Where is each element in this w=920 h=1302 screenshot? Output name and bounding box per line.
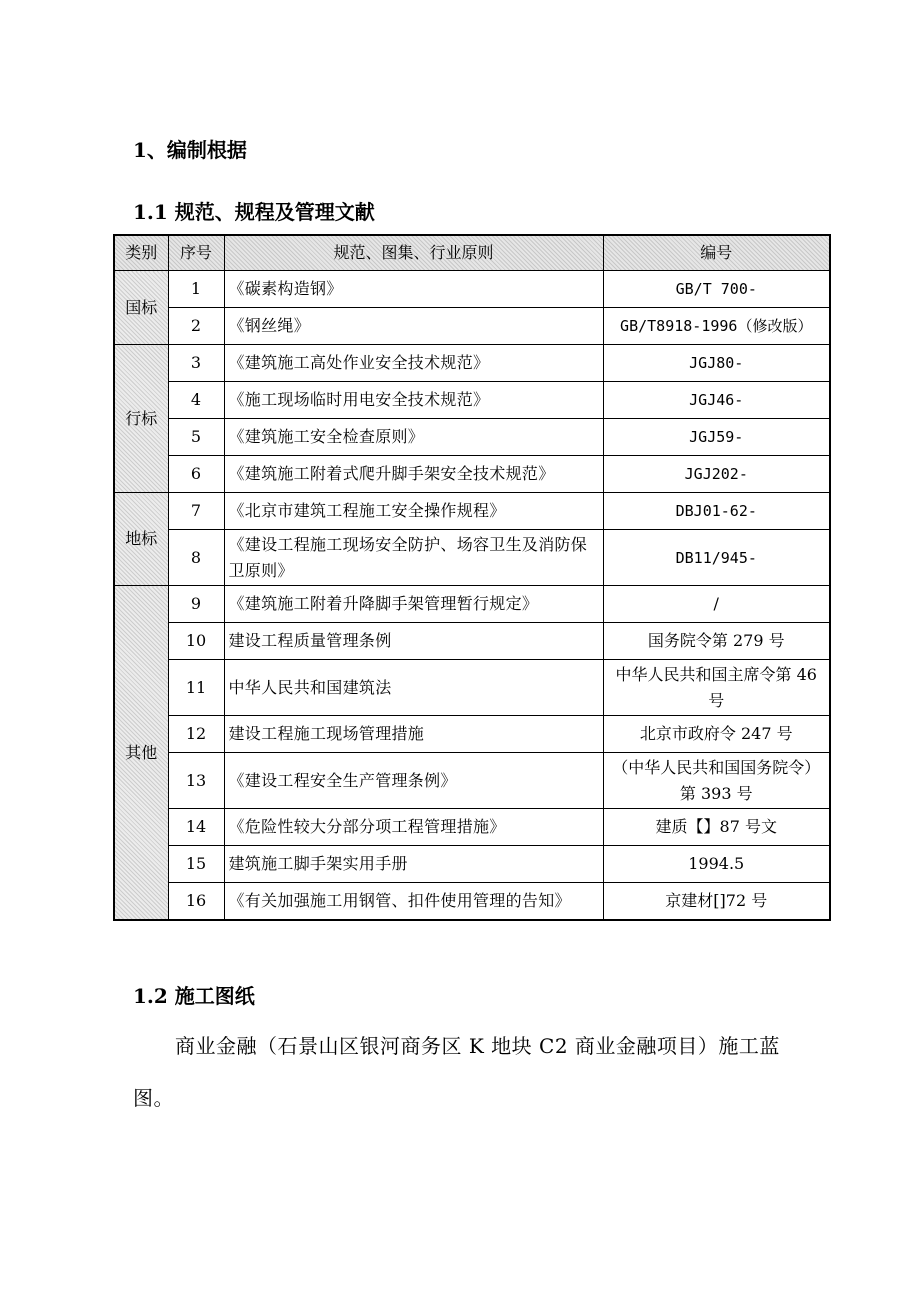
standard-code: （中华人民共和国国务院令）第 393 号 [603,753,830,809]
table-row [114,271,830,308]
standard-code: DBJ01-62- [603,493,830,530]
row-number: 4 [168,382,224,419]
standard-name: 《有关加强施工用钢管、扣件使用管理的告知》 [224,883,603,921]
table-row [114,660,830,716]
col-header-category: 类别 [114,235,168,271]
row-number: 11 [168,660,224,716]
standard-name: 建筑施工脚手架实用手册 [224,846,603,883]
standard-name: 《建筑施工安全检查原则》 [224,419,603,456]
table-row [114,716,830,753]
table-row [114,530,830,586]
row-number: 12 [168,716,224,753]
heading-construction-drawings: 1.2 施工图纸 [133,984,255,1008]
standard-name: 《建设工程安全生产管理条例》 [224,753,603,809]
standards-table [113,234,831,921]
row-number: 7 [168,493,224,530]
standard-name: 建设工程施工现场管理措施 [224,716,603,753]
col-header-code: 编号 [603,235,830,271]
standard-code: 建质【】87 号文 [603,809,830,846]
table-row [114,493,830,530]
table-row [114,382,830,419]
standard-name: 《北京市建筑工程施工安全操作规程》 [224,493,603,530]
table-row [114,456,830,493]
standard-name: 《建筑施工高处作业安全技术规范》 [224,345,603,382]
standard-name: 《施工现场临时用电安全技术规范》 [224,382,603,419]
standard-name: 《建筑施工附着升降脚手架管理暂行规定》 [224,586,603,623]
col-header-number: 序号 [168,235,224,271]
standard-code: 1994.5 [603,846,830,883]
row-number: 10 [168,623,224,660]
standard-code: DB11/945- [603,530,830,586]
category-cell: 其他 [114,586,168,921]
table-row [114,846,830,883]
standard-code: JGJ202- [603,456,830,493]
table-row [114,345,830,382]
row-number: 8 [168,530,224,586]
row-number: 5 [168,419,224,456]
table-row [114,419,830,456]
standard-name: 《钢丝绳》 [224,308,603,345]
table-header-row [114,235,830,271]
standard-name: 《危险性较大分部分项工程管理措施》 [224,809,603,846]
standard-code: 中华人民共和国主席令第 46 号 [603,660,830,716]
table-row [114,753,830,809]
standard-code: 国务院令第 279 号 [603,623,830,660]
heading-standards: 1.1 规范、规程及管理文献 [133,200,375,224]
table-row [114,586,830,623]
standard-name: 《建筑施工附着式爬升脚手架安全技术规范》 [224,456,603,493]
table-row [114,883,830,921]
standard-code: GB/T 700- [603,271,830,308]
standard-name: 中华人民共和国建筑法 [224,660,603,716]
category-cell: 地标 [114,493,168,586]
row-number: 16 [168,883,224,921]
row-number: 9 [168,586,224,623]
standard-name: 建设工程质量管理条例 [224,623,603,660]
standard-name: 《碳素构造钢》 [224,271,603,308]
col-header-standard: 规范、图集、行业原则 [224,235,603,271]
table-row [114,308,830,345]
drawings-paragraph: 商业金融（石景山区银河商务区 K 地块 C2 商业金融项目）施工蓝图。 [133,1034,780,1110]
row-number: 3 [168,345,224,382]
row-number: 14 [168,809,224,846]
row-number: 15 [168,846,224,883]
standard-code: JGJ59- [603,419,830,456]
row-number: 2 [168,308,224,345]
standard-code: / [603,586,830,623]
standard-name: 《建设工程施工现场安全防护、场容卫生及消防保卫原则》 [224,530,603,586]
row-number: 6 [168,456,224,493]
table-row [114,809,830,846]
heading-compilation-basis: 1、编制根据 [133,138,247,162]
category-cell: 国标 [114,271,168,345]
row-number: 13 [168,753,224,809]
table-row [114,623,830,660]
standard-code: JGJ46- [603,382,830,419]
row-number: 1 [168,271,224,308]
standard-code: GB/T8918-1996（修改版） [603,308,830,345]
standard-code: 京建材[]72 号 [603,883,830,921]
standard-code: 北京市政府令 247 号 [603,716,830,753]
category-cell: 行标 [114,345,168,493]
standard-code: JGJ80- [603,345,830,382]
